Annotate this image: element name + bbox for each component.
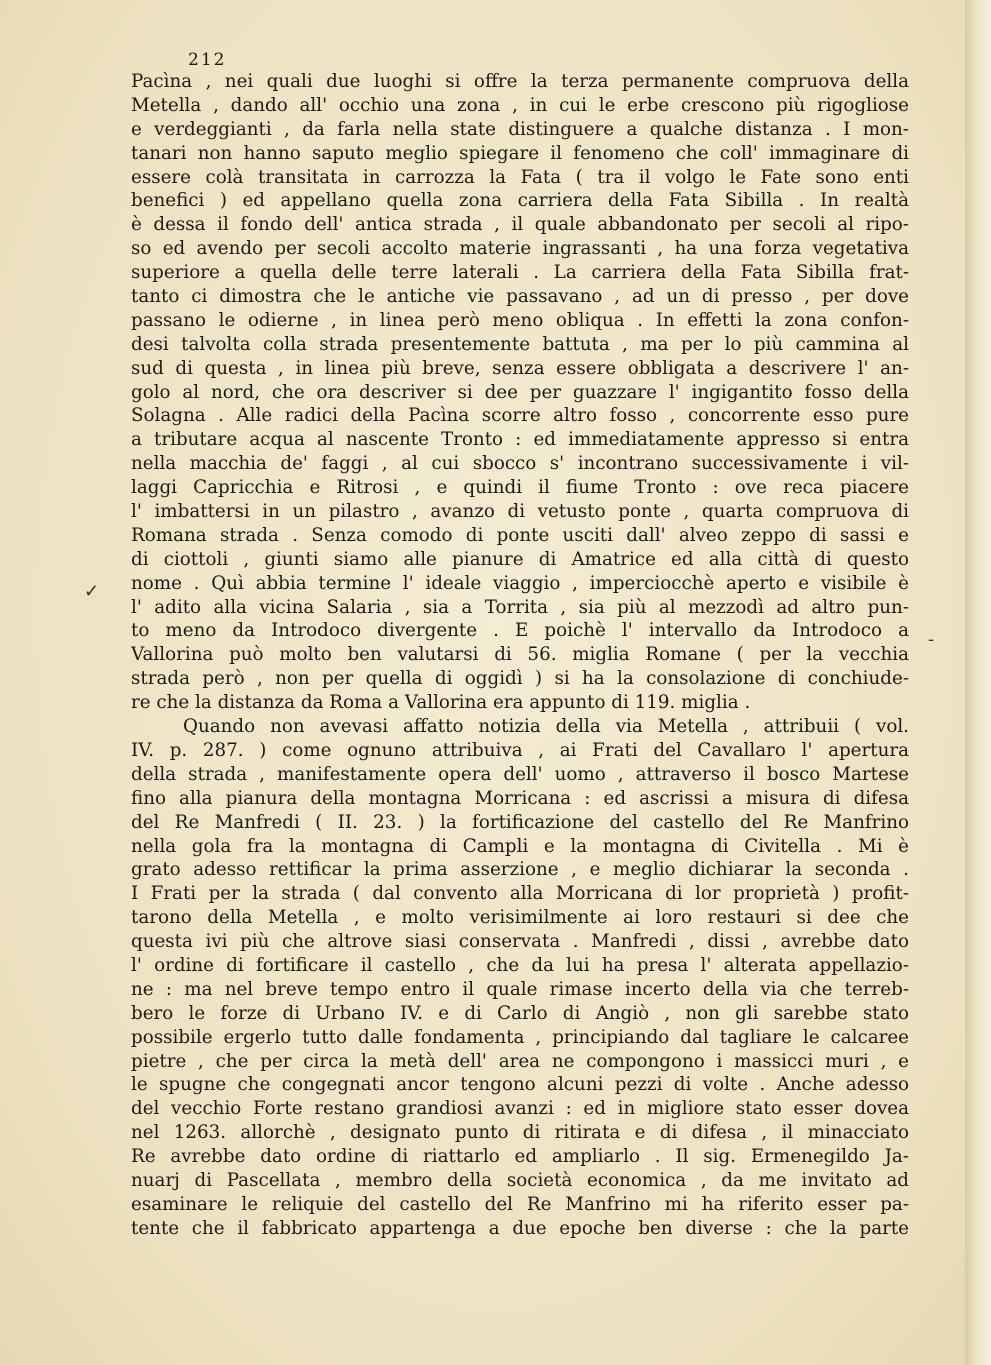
text-line: le spugne che congegnati ancor tengono alcuni pezzi di volte . Anche adesso (131, 1074, 909, 1096)
text-line: laggi Capricchia e Ritrosi , e quindi il fiume Tronto : ove reca piacere (131, 477, 909, 499)
page-edge (965, 0, 991, 1365)
text-line: nella macchia de' faggi , al cui sbocco s' incontrano successivamente i vil- (131, 453, 909, 475)
text-line: sud di questa , in linea più breve, senza essere obbligata a descrivere l' an- (131, 357, 909, 379)
text-line: Romana strada . Senza comodo di ponte usciti dall' alveo zeppo di sassi e (131, 524, 909, 546)
text-line: pietre , che per circa la metà dell' area ne compongono i massicci muri , e (131, 1050, 909, 1072)
text-line: IV. p. 287. ) come ognuno attribuiva , ai Frati del Cavallaro l' apertura (131, 739, 909, 761)
text-line: Pacìna , nei quali due luoghi si offre la terza permanente compruova della (131, 71, 909, 92)
text-line: Vallorina può molto ben valutarsi di 56. miglia Romane ( per la vecchia (131, 644, 909, 666)
text-line: to meno da Introdoco divergente . E poichè l' intervallo da Introdoco a (131, 620, 909, 642)
text-line: benefici ) ed appellano quella zona carriera della Fata Sibilla . In realtà (131, 190, 909, 212)
margin-tick-mark: ✓ (84, 581, 100, 602)
text-line: golo al nord, che ora descriver si dee per guazzare l' ingigantito fosso della (131, 381, 909, 403)
page-number: 212 (188, 50, 227, 70)
text-line: ne : ma nel breve tempo entro il quale rimase incerto della via che terreb- (131, 978, 909, 1000)
text-line: I Frati per la strada ( dal convento alla Morricana di lor proprietà ) profit- (131, 883, 909, 905)
text-line: fino alla pianura della montagna Morricana : ed ascrissi a misura di difesa (131, 787, 909, 809)
text-line: l' adito alla vicina Salaria , sia a Torrita , sia più al mezzodì ad altro pun- (131, 596, 909, 618)
text-line: a tributare acqua al nascente Tronto : ed immediatamente appresso si entra (131, 429, 909, 451)
text-line: superiore a quella delle terre laterali . La carriera della Fata Sibilla frat- (131, 262, 909, 284)
text-line: nome . Quì abbia termine l' ideale viaggio , imperciocchè aperto e visibile è (131, 572, 909, 594)
text-line: Solagna . Alle radici della Pacìna scorre altro fosso , concorrente esso pure (131, 405, 909, 427)
text-line: tarono della Metella , e molto verisimilmente ai loro restauri si dee che (131, 907, 909, 929)
text-line: desi talvolta colla strada presentemente battuta , ma per lo più cammina al (131, 333, 909, 355)
text-line: nel 1263. allorchè , designato punto di ritirata e di difesa , il minacciato (131, 1122, 909, 1144)
text-line: nella gola fra la montagna di Campli e la montagna di Civitella . Mi è (131, 835, 909, 857)
text-line: grato adesso rettificar la prima asserzione , e meglio dichiarar la seconda . (131, 859, 909, 881)
text-line: tanari non hanno saputo meglio spiegare il fenomeno che coll' immaginare di (131, 142, 909, 164)
text-line: possibile ergerlo tutto dalle fondamenta , principiando dal tagliare le calcaree (131, 1026, 909, 1048)
text-line: l' ordine di fortificare il castello , che da lui ha presa l' alterata appellazio- (131, 954, 909, 976)
body-text (131, 70, 909, 1241)
text-line: del Re Manfredi ( II. 23. ) la fortificazione del castello del Re Manfrino (131, 811, 909, 833)
paragraph-start-line: Quando non avevasi affatto notizia della via Metella , attribuii ( vol. (183, 716, 909, 738)
margin-dash-mark: - (928, 629, 935, 650)
text-line: nuarj di Pascellata , membro della società economica , da me invitato ad (131, 1169, 909, 1191)
text-line: Metella , dando all' occhio una zona , in cui le erbe crescono più rigogliose (131, 94, 909, 116)
text-line: bero le forze di Urbano IV. e di Carlo di Angiò , non gli sarebbe stato (131, 1002, 909, 1024)
text-line: è dessa il fondo dell' antica strada , il quale abbandonato per secoli al ripo- (131, 214, 909, 236)
text-line: questa ivi più che altrove siasi conservata . Manfredi , dissi , avrebbe dato (131, 931, 909, 953)
text-line: tente che il fabbricato appartenga a due epoche ben diverse : che la parte (131, 1217, 909, 1239)
text-line: strada però , non per quella di oggidì ) si ha la consolazione di conchiude- (131, 668, 909, 690)
paragraph-end-line: re che la distanza da Roma a Vallorina era appunto di 119. miglia . (131, 692, 751, 714)
text-line: della strada , manifestamente opera dell' uomo , attraverso il bosco Martese (131, 763, 909, 785)
text-line: esaminare le reliquie del castello del Re Manfrino mi ha riferito esser pa- (131, 1193, 909, 1215)
text-line: di ciottoli , giunti siamo alle pianure di Amatrice ed alla città di questo (131, 548, 909, 570)
text-line: l' imbattersi in un pilastro , avanzo di vetusto ponte , quarta compruova di (131, 501, 909, 523)
text-line: Re avrebbe dato ordine di riattarlo ed ampliarlo . Il sig. Ermenegildo Ja- (131, 1146, 909, 1168)
text-line: e verdeggianti , da farla nella state distinguere a qualche distanza . I mon- (131, 118, 909, 140)
text-line: so ed avendo per secoli accolto materie ingrassanti , ha una forza vegetativa (131, 238, 909, 260)
text-line: del vecchio Forte restano grandiosi avanzi : ed in migliore stato esser dovea (131, 1098, 909, 1120)
text-line: passano le odierne , in linea però meno obliqua . In effetti la zona confon- (131, 309, 909, 331)
text-line: tanto ci dimostra che le antiche vie passavano , ad un di presso , per dove (131, 286, 909, 308)
text-line: essere colà transitata in carrozza la Fata ( tra il volgo le Fate sono enti (131, 166, 909, 188)
